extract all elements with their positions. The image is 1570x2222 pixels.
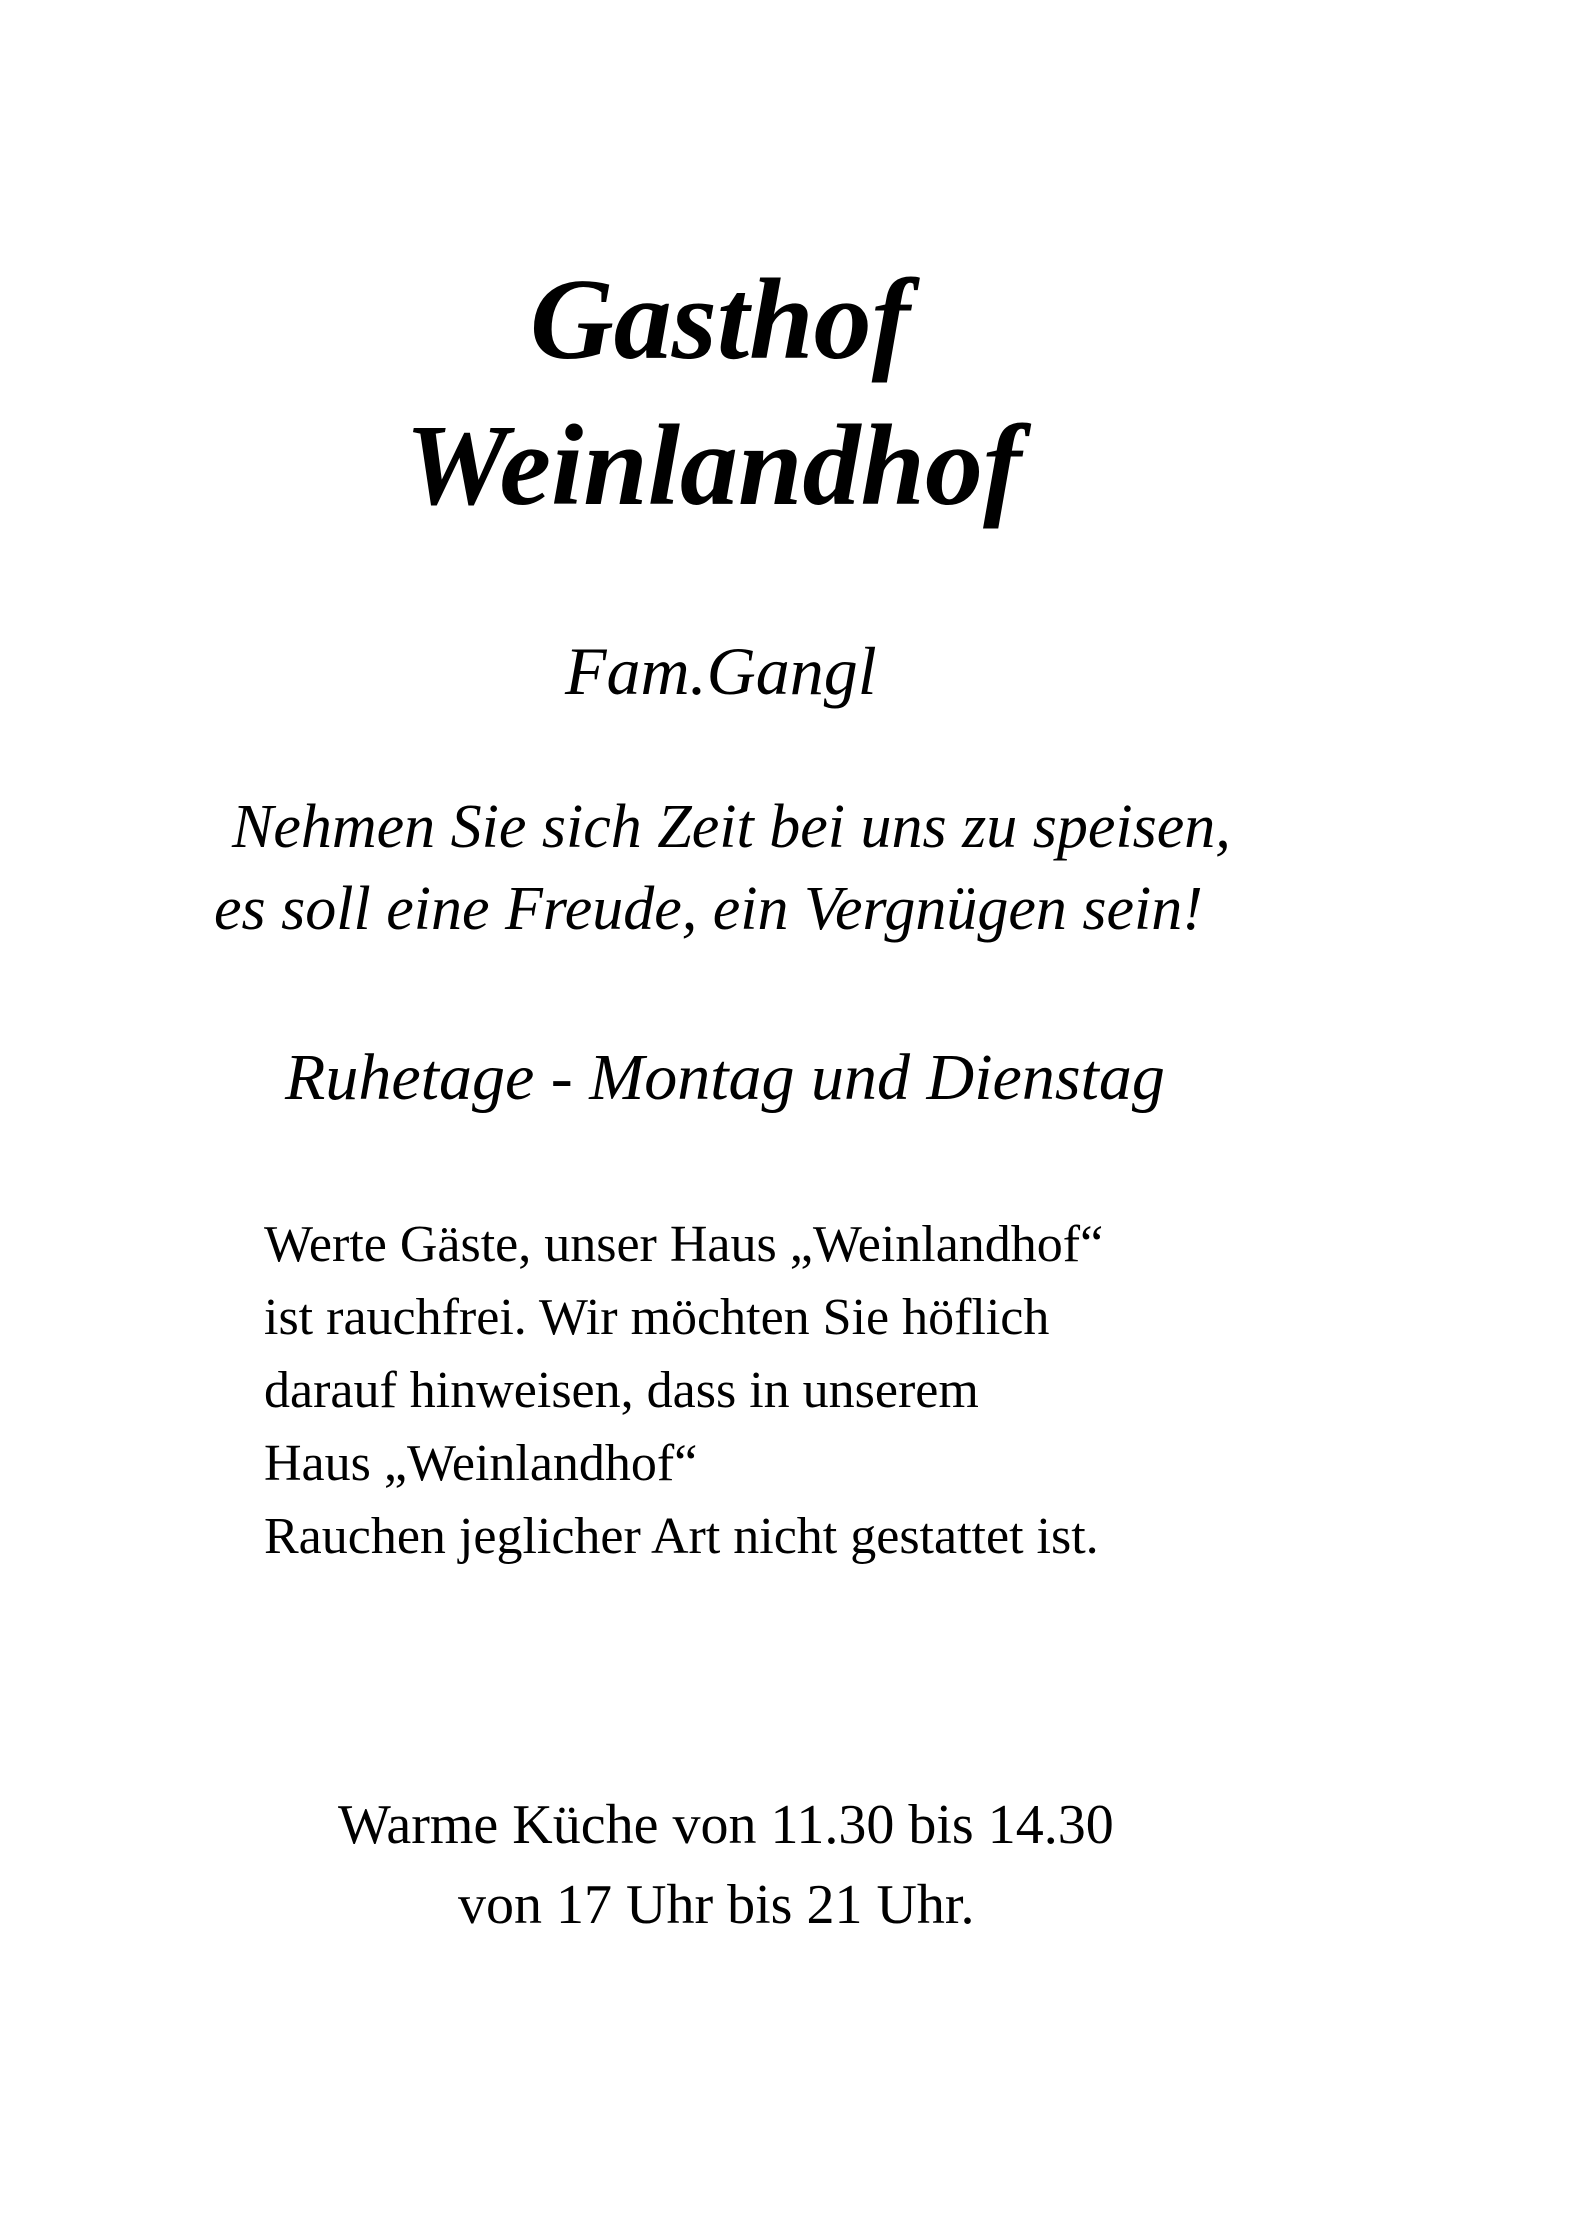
smoking-notice-line: Haus „Weinlandhof“ bbox=[264, 1435, 698, 1492]
smoking-notice-line: Werte Gäste, unser Haus „Weinlandhof“ bbox=[264, 1216, 1104, 1273]
closing-days: Ruhetage - Montag und Dienstag bbox=[285, 1041, 1165, 1114]
motto-line-1: Nehmen Sie sich Zeit bei uns zu speisen, bbox=[232, 793, 1231, 861]
kitchen-hours-line-1: Warme Küche von 11.30 bis 14.30 bbox=[338, 1794, 1114, 1856]
smoking-notice-line: darauf hinweisen, dass in unserem bbox=[264, 1362, 979, 1419]
family-name: Fam.Gangl bbox=[565, 633, 877, 709]
page-title-line-1: Gasthof bbox=[530, 256, 911, 384]
smoking-notice-line: Rauchen jeglicher Art nicht gestattet ist. bbox=[264, 1508, 1099, 1565]
smoking-notice bbox=[264, 1208, 1103, 1573]
smoking-notice-line: ist rauchfrei. Wir möchten Sie höflich bbox=[264, 1289, 1050, 1346]
motto-line-2: es soll eine Freude, ein Vergnügen sein! bbox=[214, 875, 1203, 943]
page-title-line-2: Weinlandhof bbox=[405, 402, 1022, 530]
kitchen-hours-line-2: von 17 Uhr bis 21 Uhr. bbox=[458, 1874, 975, 1936]
